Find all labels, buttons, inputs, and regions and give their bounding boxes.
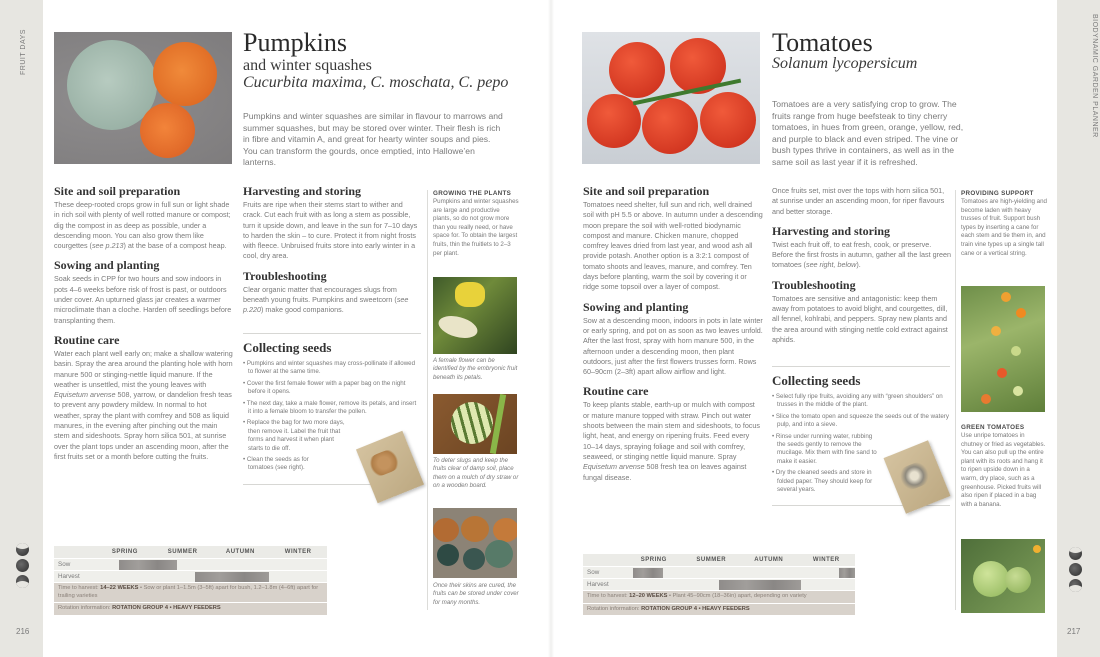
heading-harvesting: Harvesting and storing — [243, 184, 362, 198]
row-label-sow: Sow — [587, 569, 600, 576]
row-label-sow: Sow — [58, 561, 71, 568]
heading-collecting-seeds: Collecting seeds — [772, 373, 861, 388]
green-squash — [463, 548, 485, 570]
sidebar-text-growing: Pumpkins and winter squashes are large and productive plants, so do not grow more than you really need, or have space for. To obtain the largest fruits, thin the fruitlets to 2–3 per plant. — [433, 198, 519, 257]
heading-collecting-seeds: Collecting seeds — [243, 340, 332, 355]
text-troubleshooting: Clear organic matter that encourages slugs from beneath young fruits. Pumpkins and sweetcorn (see p.220) make good companions. — [243, 284, 409, 315]
seed-step: • Select fully ripe fruits, avoiding any with “green shoulders” on trusses in the middle of the plant. — [772, 393, 950, 410]
tomatoes-column-2 — [772, 186, 952, 353]
row-label-harvest: Harvest — [587, 581, 609, 588]
seed-step: • Clean the seeds as for tomatoes (see right). — [243, 456, 323, 473]
heading-site-soil: Site and soil preparation — [583, 184, 710, 198]
female-flower-photo — [433, 277, 517, 354]
growing-the-plants-sidebar — [433, 190, 519, 258]
squash-on-straw-photo — [433, 394, 517, 454]
calendar-row-harvest — [54, 570, 327, 582]
latin-name-pumpkins: Cucurbita maxima, C. moschata, C. pepo — [243, 74, 509, 91]
text-routine-continued: Once fruits set, mist over the tops with horn silica 501, at sunrise under an ascending moon, for riper flavours and better storage. — [772, 186, 945, 216]
caption-female-flower: A female flower can be identified by the embryonic fruit beneath its petals. — [433, 357, 518, 381]
seed-step: • Slice the tomato open and squeeze the seeds out of the watery pulp, and into a sieve. — [772, 413, 950, 430]
caption-cured: Once their skins are cured, the fruits can be stored under cover for many months. — [433, 582, 519, 606]
cured-pumpkins-photo — [433, 508, 517, 578]
cherry-tomato — [1013, 386, 1023, 396]
sidebar-text-green: Use unripe tomatoes in chutney or fried as vegetables. You can also pull up the entire plant with its roots and hang it to ripen upside down in a warm, dry place, such as a greenhouse. Picked fruits will also ripen if placed in a bag with a banana. — [961, 432, 1046, 508]
heading-troubleshooting: Troubleshooting — [243, 268, 327, 283]
calendar-row-sow — [583, 566, 855, 578]
calendar-rotation-info: Rotation information: ROTATION GROUP 4 • HEAVY FEEDERS — [583, 603, 855, 616]
cherry-tomato — [991, 326, 1001, 336]
cherry-tomatoes-photo — [961, 286, 1045, 412]
text-routine: Water each plant well early on; make a shallow watering basin. Spray the area around the planting hole with horn manure 500 or stinging-nettle liquid manure. If the weather is unsettled, mist the young leaves with Equisetum arvense 508, yarrow, or dandelion fresh teas to prevent any powdery mildew. In normal to hot weather, spray the plant with comfrey and 508 as liquid manures, in the evening after pinching out the main stem and sideshoots. Spray horn silica 501, at sunrise over the plant tops under an ascending moon, after the first fruits set or a month before cutting the fruits. — [54, 348, 233, 461]
season-summer: SUMMER — [696, 557, 727, 563]
pumpkin — [461, 516, 489, 542]
tomato — [700, 92, 756, 148]
intro-tomatoes: Tomatoes are a very satisfying crop to grow. The fruits range from huge beefsteak to tiny cherry tomatoes, in hues from green, orange, yellow, red, and purple to black and even striped. The vine or bush types thrive in containers, as well as in the same soil as last year if it is refreshed. — [772, 99, 964, 167]
heading-site-soil: Site and soil preparation — [54, 184, 181, 198]
sowing-calendar-tomatoes — [583, 554, 855, 615]
harvest-period-bar — [719, 580, 801, 590]
striped-squash — [451, 402, 493, 444]
pumpkin — [433, 518, 459, 542]
text-routine: To keep plants stable, earth-up or mulch with compost or mature manure topped with straw. Pinch out water shoots between the main stem and sideshoots, to focus light, heat, and energy on ripening fruits. Feed every 10–14 days, spraying foliage and soil with comfrey, seaweed, or stinging nettle liquid manure. Spray Equisetum arvense 508 fresh tea on leaves against fungal disease. — [583, 400, 760, 482]
heading-routine: Routine care — [54, 332, 120, 347]
running-head-left: FRUIT DAYS — [20, 29, 27, 75]
calendar-rotation-info: Rotation information: ROTATION GROUP 4 • HEAVY FEEDERS — [54, 602, 327, 615]
green-tomatoes-photo — [961, 539, 1045, 613]
orange-pumpkin-small — [140, 103, 195, 158]
calendar-header — [54, 546, 327, 558]
tomato — [642, 98, 698, 154]
green-tomatoes-sidebar — [961, 424, 1047, 509]
running-head-right — [1091, 14, 1098, 33]
tomatoes-photo — [582, 32, 760, 164]
heading-troubleshooting: Troubleshooting — [772, 277, 856, 292]
sidebar-heading-support: PROVIDING SUPPORT — [961, 190, 1034, 197]
heading-routine: Routine care — [583, 384, 649, 399]
calendar-row-harvest — [583, 578, 855, 590]
heading-sowing: Sowing and planting — [54, 258, 160, 273]
cherry-tomato — [1011, 346, 1021, 356]
cherry-tomato — [1001, 292, 1011, 302]
waxing-crescent-icon — [16, 575, 29, 588]
text-harvesting: Twist each fruit off, to eat fresh, cook, or preserve. Before the first frosts in autumn, gather all the last green tomatoes (see right, below). — [772, 239, 951, 270]
book-gutter — [548, 0, 554, 657]
orange-blossom — [1033, 545, 1041, 553]
tomatoes-column-1 — [583, 185, 763, 491]
tomato — [609, 42, 665, 98]
page-title-tomatoes: Tomatoes — [772, 28, 873, 57]
page-title-pumpkins: Pumpkins — [243, 28, 348, 57]
sow-period-bar-winter — [839, 568, 855, 578]
season-winter: WINTER — [812, 557, 840, 563]
cherry-tomato — [981, 394, 991, 404]
season-winter: WINTER — [284, 549, 312, 555]
seed-step: • Cover the first female flower with a paper bag on the night before it opens. — [243, 380, 421, 397]
cherry-tomato — [997, 368, 1007, 378]
text-site-soil: Tomatoes need shelter, full sun and rich, well drained soil with pH 5.5 or above. In autumn under a descending moon prepare the soil with well-rotted biodynamic compost and manure. Chicken manure, chopped comfrey leaves dried from last year, and wood ash all provide potash. Another option is a 3:2:1 compost of tomato shoots and leaves, manure, and comfrey. Ten days before planting, warm the soil by covering it or ridge some topsoil over a layer of compost. — [583, 200, 763, 292]
green-tomato — [973, 561, 1009, 597]
season-spring: SPRING — [111, 549, 138, 555]
sow-period-bar-spring — [633, 568, 663, 578]
seed-step: • Pumpkins and winter squashes may cross-pollinate if allowed to flower at the same time. — [243, 360, 421, 377]
orange-pumpkin — [153, 42, 217, 106]
full-moon-icon — [1069, 563, 1082, 576]
intro-pumpkins: Pumpkins and winter squashes are similar in flavour to marrows and summer squashes, but may be stored over winter. Their flesh is rich in fibre and vitamin A, and great for hearty winter soups and pies. You can transform the gourds, once emptied, into Hallowe’en lanterns. — [243, 111, 503, 168]
text-sowing: Sow at a descending moon, indoors in pots in late winter or early spring, and pot on as soon as two leaves unfold. After the last frost, spray with horn manure 500, in the afternoon under a descending moon, then plant outdoors, just after the first flowers trusses form. Rows 60–90cm (2–3ft) apart allow airflow and light. — [583, 315, 763, 377]
row-label-harvest: Harvest — [58, 573, 80, 580]
sidebar-text-support: Tomatoes are high-yielding and become laden with heavy trusses of fruit. Support bush types by inserting a cane for each stem and tie them in, and train vine types up a single tall cane or a vertical string. — [961, 198, 1047, 257]
season-spring: SPRING — [640, 557, 667, 563]
full-moon-icon — [16, 559, 29, 572]
sidebar-heading-green: GREEN TOMATOES — [961, 424, 1025, 431]
text-sowing: Soak seeds in CPP for two hours and sow indoors in pots 4–6 weeks before risk of frost is past, or outdoors under cover. An upturned glass jar creates a warmer microclimate than a cloche. Harden off seedlings before transplanting them. — [54, 274, 232, 325]
pumpkin — [493, 518, 517, 542]
seed-step: • Dry the cleaned seeds and store in folded paper. They should keep for several years. — [772, 469, 887, 494]
calendar-header — [583, 554, 855, 566]
waning-crescent-icon — [1069, 547, 1082, 560]
green-squash — [485, 540, 513, 568]
pumpkins-photo — [54, 32, 232, 164]
moon-phase-icons-left — [14, 543, 30, 588]
cherry-tomato — [1016, 308, 1026, 318]
harvest-period-bar — [195, 572, 269, 582]
sow-period-bar — [119, 560, 177, 570]
moon-phase-icons-right — [1067, 547, 1083, 592]
page-number-right: 217 — [1067, 627, 1081, 636]
seed-step: • Rinse under running water, rubbing the seeds gently to remove the mucilage. Mix them with fine sand to make it easier. — [772, 433, 882, 467]
calendar-time-to-harvest: Time to harvest: 12–20 WEEKS • Plant 45–90cm (18–36in) apart, depending on variety — [583, 590, 855, 603]
season-autumn: AUTUMN — [754, 557, 784, 563]
heading-harvesting: Harvesting and storing — [772, 223, 891, 238]
waxing-crescent-icon — [1069, 579, 1082, 592]
season-autumn: AUTUMN — [225, 549, 255, 555]
green-squash — [437, 544, 459, 566]
text-troubleshooting: Tomatoes are sensitive and antagonistic: keep them away from potatoes to avoid blight, and courgettes, dill, all fennel, kohlrabi, and peppers. Spray new plants and the area around with stinging nettle cold extract against aphids. — [772, 293, 948, 344]
text-harvesting: Fruits are ripe when their stems start to wither and crack. Cut each fruit with as long a stem as possible, turn it upside down, and leave in the sun for 7–10 days to harden the skin – to cure. Protect it from night frosts with fleece. Unbruised fruits store into early winter in a cool, dry area. — [243, 200, 418, 261]
calendar-row-sow — [54, 558, 327, 570]
seed-step: • Replace the bag for two more days, then remove it. Label the fruit that forms and harvest it when plant starts to die off. — [243, 419, 348, 453]
caption-deter-slugs: To deter slugs and keep the fruits clear of damp soil, place them on a mulch of dry straw or on a wooden board. — [433, 457, 519, 489]
heading-sowing: Sowing and planting — [583, 299, 689, 314]
pumpkin-seeds — [364, 446, 404, 479]
text-site-soil: These deep-rooted crops grow in full sun or light shade in rich soil with plenty of well rotted manure or compost; dig the compost in as deep as possible, under a descending moon. You can also grow them like courgettes (see p.213) at the base of a compost heap. — [54, 200, 231, 251]
yellow-flower — [455, 282, 485, 307]
calendar-time-to-harvest: Time to harvest: 14–22 WEEKS • Sow or plant 1–1.5m (3–5ft) apart for bush, 1.2–1.8m (4–6ft) apart for trailing varieties — [54, 582, 327, 602]
seed-step: • The next day, take a male flower, remove its petals, and insert it into a female bloom to transfer the pollen. — [243, 400, 421, 417]
column-rule — [427, 190, 428, 610]
tomato-seeds — [895, 459, 934, 493]
pumpkins-column-1 — [54, 185, 234, 470]
flower-bud — [436, 312, 480, 342]
sidebar-heading-growing: GROWING THE PLANTS — [433, 190, 512, 197]
subtitle-pumpkins: and winter squashes — [243, 57, 372, 74]
season-summer: SUMMER — [167, 549, 198, 555]
sowing-calendar-pumpkins — [54, 546, 327, 615]
providing-support-sidebar — [961, 190, 1047, 258]
green-tomato — [1005, 567, 1031, 593]
column-rule — [955, 190, 956, 610]
pumpkins-column-2 — [243, 185, 423, 324]
waning-crescent-icon — [16, 543, 29, 556]
page-number-left: 216 — [16, 627, 30, 636]
latin-name-tomatoes: Solanum lycopersicum — [772, 55, 918, 72]
